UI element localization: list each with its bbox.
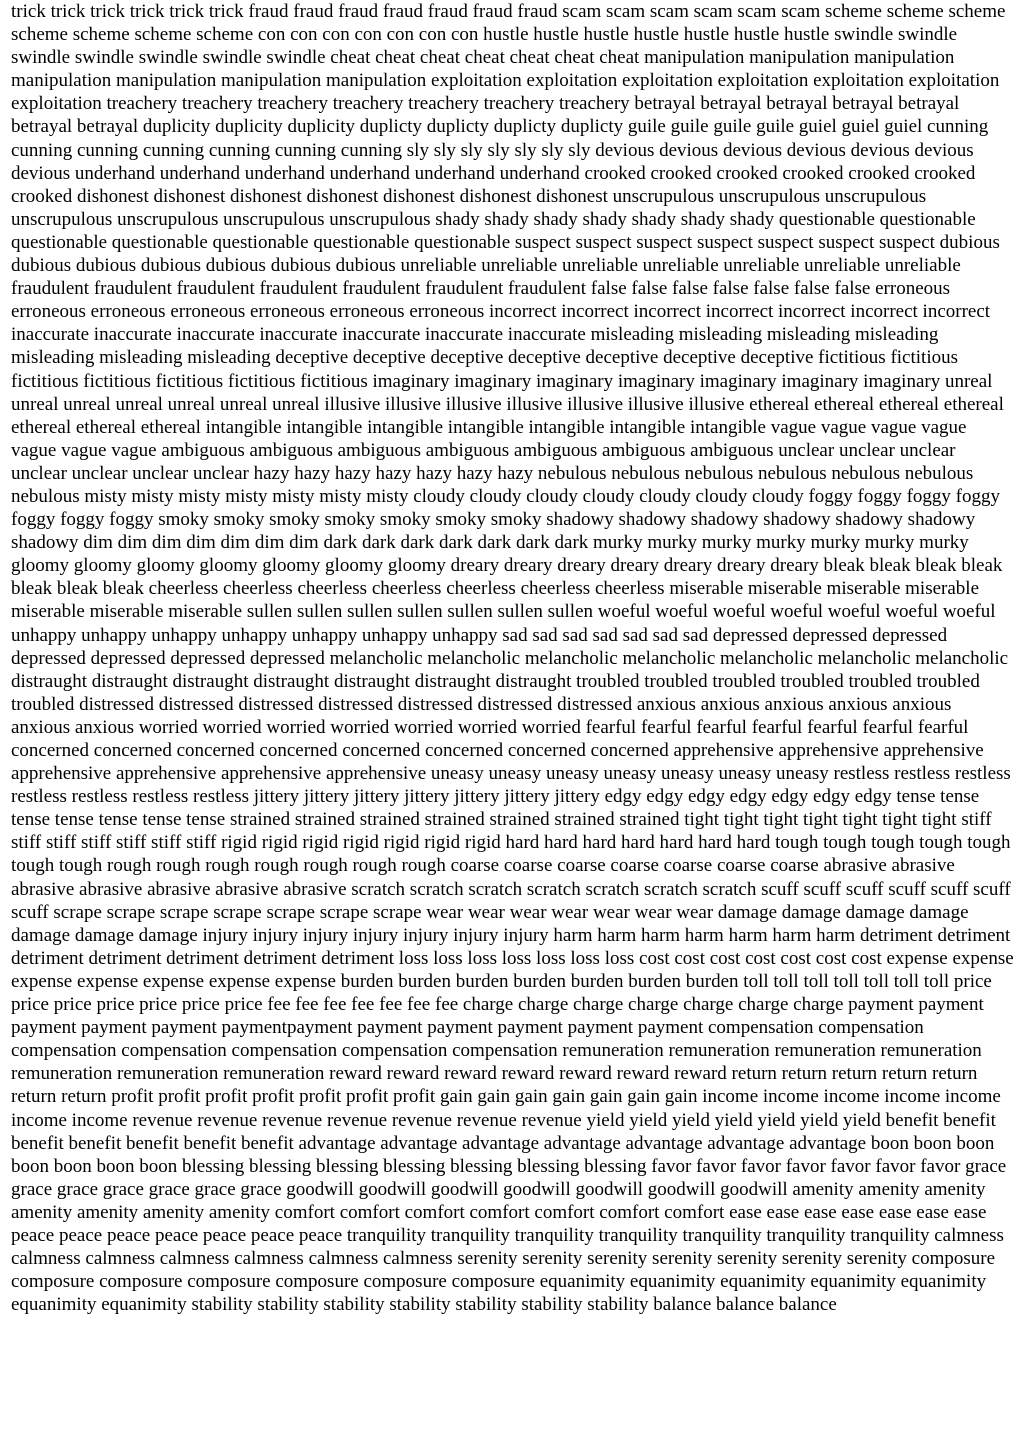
body-text: trick trick trick trick trick trick fraud fraud fraud fraud fraud fraud fraud scam scam scam scam scam scam scheme scheme scheme scheme scheme scheme scheme con con con con con con con hustle hustle hustle hustle hustle hustle hustle swindle swindle swindle swindle swindle swindle swindle cheat cheat cheat cheat cheat cheat cheat manipulation manipulation manipulation manipulation manipulation manipulation manipulation exploitation exploitation exploitation exploitation exploitation exploitation exploitation treachery treachery treachery treachery treachery treachery treachery betrayal betrayal betrayal betrayal betrayal betrayal betrayal duplicity duplicity duplicity duplicty duplicty duplicty duplicty guile guile guile guile guiel guiel guiel cunning cunning cunning cunning cunning cunning cunning sly sly sly sly sly sly sly devious devious devious devious devious devious devious underhand underhand underhand underhand underhand underhand crooked crooked crooked crooked crooked crooked crooked dishonest dishonest dishonest dishonest dishonest dishonest dishonest unscrupulous unscrupulous unscrupulous unscrupulous unscrupulous unscrupulous unscrupulous shady shady shady shady shady shady shady questionable questionable questionable questionable questionable questionable questionable suspect suspect suspect suspect suspect suspect suspect dubious dubious dubious dubious dubious dubious dubious unreliable unreliable unreliable unreliable unreliable unreliable unreliable fraudulent fraudulent fraudulent fraudulent fraudulent fraudulent fraudulent false false false false false false false erroneous erroneous erroneous erroneous erroneous erroneous erroneous incorrect incorrect incorrect incorrect incorrect incorrect incorrect inaccurate inaccurate inaccurate inaccurate inaccurate inaccurate inaccurate misleading misleading misleading misleading misleading misleading misleading deceptive deceptive deceptive deceptive deceptive deceptive deceptive fictitious fictitious fictitious fictitious fictitious fictitious fictitious imaginary imaginary imaginary imaginary imaginary imaginary imaginary unreal unreal unreal unreal unreal unreal unreal illusive illusive illusive illusive illusive illusive illusive ethereal ethereal ethereal ethereal ethereal ethereal ethereal intangible intangible intangible intangible intangible intangible intangible vague vague vague vague vague vague vague ambiguous ambiguous ambiguous ambiguous ambiguous ambiguous ambiguous unclear unclear unclear unclear unclear unclear unclear hazy hazy hazy hazy hazy hazy hazy nebulous nebulous nebulous nebulous nebulous nebulous nebulous misty misty misty misty misty misty misty cloudy cloudy cloudy cloudy cloudy cloudy cloudy foggy foggy foggy foggy foggy foggy foggy smoky smoky smoky smoky smoky smoky smoky shadowy shadowy shadowy shadowy shadowy shadowy shadowy dim dim dim dim dim dim dim dark dark dark dark dark dark dark murky murky murky murky murky murky murky gloomy gloomy gloomy gloomy gloomy gloomy gloomy dreary dreary dreary dreary dreary dreary dreary bleak bleak bleak bleak bleak bleak bleak cheerless cheerless cheerless cheerless cheerless cheerless cheerless miserable miserable miserable miserable miserable miserable miserable sullen sullen sullen sullen sullen sullen sullen woeful woeful woeful woeful woeful woeful woeful unhappy unhappy unhappy unhappy unhappy unhappy unhappy sad sad sad sad sad sad sad depressed depressed depressed depressed depressed depressed depressed melancholic melancholic melancholic melancholic melancholic melancholic melancholic distraught distraught distraught distraught distraught distraught distraught troubled troubled troubled troubled troubled troubled troubled distressed distressed distressed distressed distressed distressed distressed anxious anxious anxious anxious anxious anxious anxious worried worried worried worried worried worried worried fearful fearful fearful fearful fearful fearful fearful concerned concerned concerned concerned concerned concerned concerned concerned apprehensive apprehensive apprehensive apprehensive apprehensive apprehensive apprehensive uneasy uneasy uneasy uneasy uneasy uneasy uneasy restless restless restless restless restless restless restless jittery jittery jittery jittery jittery jittery jittery edgy edgy edgy edgy edgy edgy edgy tense tense tense tense tense tense tense strained strained strained strained strained strained strained tight tight tight tight tight tight tight stiff stiff stiff stiff stiff stiff stiff rigid rigid rigid rigid rigid rigid rigid hard hard hard hard hard hard hard tough tough tough tough tough tough tough rough rough rough rough rough rough rough coarse coarse coarse coarse coarse coarse coarse abrasive abrasive abrasive abrasive abrasive abrasive abrasive scratch scratch scratch scratch scratch scratch scratch scuff scuff scuff scuff scuff scuff scuff scrape scrape scrape scrape scrape scrape scrape wear wear wear wear wear wear wear damage damage damage damage damage damage damage injury injury injury injury injury injury injury harm harm harm harm harm harm harm detriment detriment detriment detriment detriment detriment detriment loss loss loss loss loss loss loss cost cost cost cost cost cost cost expense expense expense expense expense expense expense burden burden burden burden burden burden burden toll toll toll toll toll toll toll price price price price price price price fee fee fee fee fee fee fee charge charge charge charge charge charge charge payment payment payment payment payment paymentpayment payment payment payment payment payment compensation compensation compensation compensation compensation compensation compensation remuneration remuneration remuneration remuneration remuneration remuneration remuneration reward reward reward reward reward reward reward return return return return return return return profit profit profit profit profit profit profit gain gain gain gain gain gain gain income income income income income income income revenue revenue revenue revenue revenue revenue revenue yield yield yield yield yield yield yield benefit benefit benefit benefit benefit benefit benefit advantage advantage advantage advantage advantage advantage advantage boon boon boon boon boon boon boon blessing blessing blessing blessing blessing blessing blessing favor favor favor favor favor favor favor grace grace grace grace grace grace grace goodwill goodwill goodwill goodwill goodwill goodwill goodwill amenity amenity amenity amenity amenity amenity amenity comfort comfort comfort comfort comfort comfort comfort ease ease ease ease ease ease ease peace peace peace peace peace peace peace tranquility tranquility tranquility tranquility tranquility tranquility tranquility calmness calmness calmness calmness calmness calmness calmness serenity serenity serenity serenity serenity serenity serenity composure composure composure composure composure composure composure equanimity equanimity equanimity equanimity equanimity equanimity equanimity stability stability stability stability stability stability stability balance balance balance xyxy=(11,1,1014,1316)
